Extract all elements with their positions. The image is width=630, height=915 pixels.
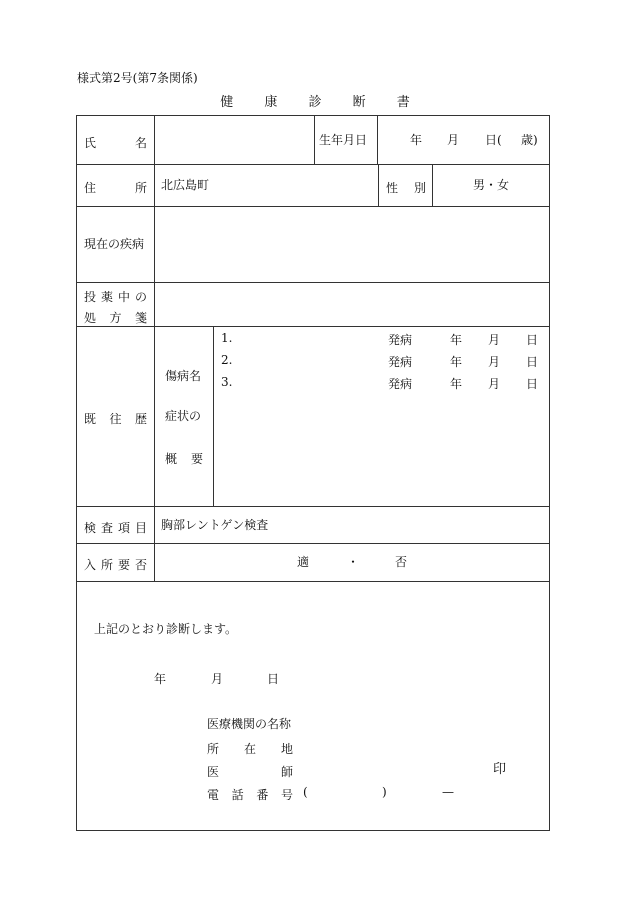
sex-options: 男・女: [473, 178, 510, 192]
history-sub-label-summary: 概 要: [165, 452, 203, 466]
age-label: 歳): [521, 133, 538, 147]
row-divider: [77, 326, 549, 327]
institution-name-label: 医療機関の名称: [207, 717, 292, 731]
name-label: 氏 名: [84, 136, 147, 150]
row-divider: [77, 543, 549, 544]
health-certificate-form: [76, 115, 550, 831]
doctor-label: 医 師: [207, 765, 293, 779]
column-divider: [378, 164, 379, 206]
row-divider: [77, 581, 549, 582]
row-divider: [77, 164, 549, 165]
name-field[interactable]: [161, 134, 309, 148]
medication-label-line1: 投 薬 中 の: [84, 290, 147, 304]
title-char: 断: [352, 95, 366, 110]
birthdate-label: 生年月日: [319, 133, 368, 147]
birth-month-label: 月: [447, 133, 460, 147]
cert-date-year-label: 年: [154, 672, 167, 686]
seal-mark: 印: [493, 762, 507, 777]
history-item: 2. 発病 年 月 日: [221, 353, 539, 369]
exam-value: 胸部レントゲン検査: [161, 518, 269, 532]
medication-label-line2: 処 方 箋: [84, 311, 147, 325]
form-number: 様式第2号(第7条関係): [77, 71, 198, 85]
row-divider: [77, 282, 549, 283]
phone-dash: —: [442, 785, 454, 799]
column-divider: [377, 116, 378, 164]
title-char: 健: [220, 95, 234, 110]
address-label: 住 所: [84, 181, 147, 195]
history-item: 1. 発病 年 月 日: [221, 331, 539, 347]
column-divider: [432, 164, 433, 206]
cert-date-day-label: 日: [267, 672, 280, 686]
exam-label: 検 査 項 目: [84, 521, 147, 535]
admission-label: 入 所 要 否: [84, 558, 147, 572]
label-column-divider: [154, 116, 155, 581]
address-value: 北広島町: [161, 178, 210, 192]
phone-label: 電 話 番 号: [207, 788, 293, 802]
admission-ok-option[interactable]: 適: [297, 555, 310, 569]
history-label: 既 往 歴: [84, 412, 147, 426]
location-label: 所 在 地: [207, 742, 293, 756]
row-divider: [77, 506, 549, 507]
document-title: [0, 91, 630, 110]
phone-open-paren: (: [303, 785, 308, 799]
column-divider: [314, 116, 315, 164]
sex-label: 性 別: [386, 181, 426, 195]
admission-ng-option[interactable]: 否: [395, 555, 408, 569]
medication-field[interactable]: [161, 288, 541, 320]
current-disease-field[interactable]: [161, 212, 541, 276]
birth-day-label: 日(: [485, 133, 502, 147]
title-char: 診: [308, 95, 322, 110]
history-sub-label-injury: 傷病名: [165, 369, 202, 383]
certification-statement: 上記のとおり診断します。: [94, 622, 238, 636]
history-sub-label-symptom: 症状の: [165, 409, 202, 423]
title-char: 書: [396, 95, 410, 110]
birth-year-label: 年: [410, 133, 423, 147]
cert-date-month-label: 月: [211, 672, 224, 686]
admission-separator: ・: [347, 555, 360, 569]
row-divider: [77, 206, 549, 207]
column-divider: [213, 326, 214, 506]
phone-close-paren: ): [382, 785, 387, 799]
current-disease-label: 現在の疾病: [84, 237, 145, 251]
title-char: 康: [264, 95, 278, 110]
history-item: 3. 発病 年 月 日: [221, 375, 539, 391]
